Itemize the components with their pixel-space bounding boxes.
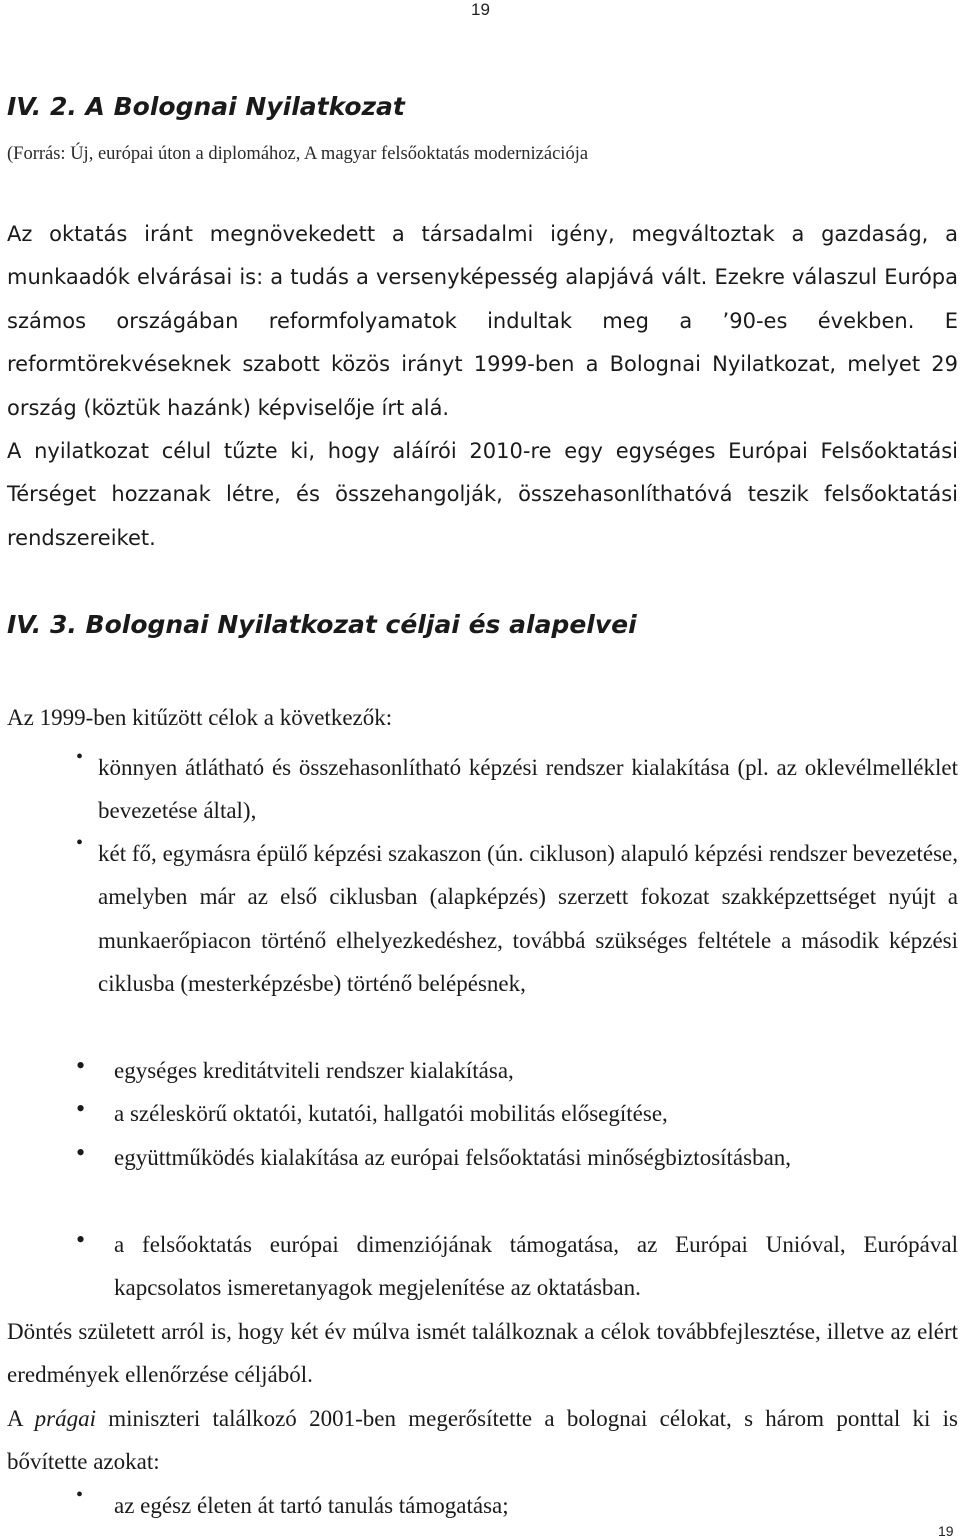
bullet-dot-icon: • (76, 1138, 86, 1167)
goal-bullet-text: a felsőoktatás európai dimenziójának támogatása, az Európai Unióval, Európával kapcsolatos ismeretanyagok megjelenítése az oktatásban. (114, 1232, 958, 1301)
bullet-dot-icon: • (76, 1484, 84, 1506)
goal-bullet-text: együttműködés kialakítása az európai felsőoktatási minőségbiztosításban, (114, 1145, 792, 1170)
source-citation: (Forrás: Új, európai úton a diplomához, A magyar felsőoktatás modernizációja (7, 144, 589, 164)
bullet-dot-icon: • (76, 1225, 86, 1254)
goal-bullet-text: két fő, egymásra épülő képzési szakaszon (ún. cikluson) alapuló képzési rendszer bevezetése, amelyben már az első ciklusban (alapképzés) szerzett fokozat szakképzettséget nyújt a munkaerőpiacon történő elhelyezkedéshez, továbbá szükséges feltétele a második képzési ciklusba (mesterképzésbe) történő belépésnek, (98, 841, 958, 997)
prague-text-start: A (7, 1406, 35, 1431)
paragraph-prague (7, 1397, 958, 1484)
bullet-dot-icon: • (76, 1094, 86, 1123)
goal-bullet-text: könnyen átlátható és összehasonlítható képzési rendszer kialakítása (pl. az oklevélmelléklet bevezetése által), (98, 755, 958, 823)
bullet-dot-icon: • (76, 1051, 86, 1080)
prague-italic-word: prágai (34, 1406, 96, 1431)
page-number-top: 19 (471, 0, 490, 19)
goals-intro: Az 1999-ben kitűzött célok a következők: (7, 705, 393, 730)
bullet-dot-icon: • (76, 746, 84, 768)
paragraph-declaration-aim: A nyilatkozat célul tűzte ki, hogy aláírói 2010-re egy egységes Európai Felsőoktatási Térséget hozzanak létre, és összehangolják, összehasonlíthatóvá teszik felsőoktatási rendszereiket. (7, 439, 958, 550)
goal-bullet-text: a széleskörű oktatói, kutatói, hallgatói mobilitás elősegítése, (114, 1101, 668, 1126)
prague-bullet-text: az egész életen át tartó tanulás támogatása; (114, 1493, 509, 1518)
page-number-bottom: 19 (938, 1523, 954, 1539)
goal-bullet-text: egységes kreditátviteli rendszer kialakítása, (114, 1058, 514, 1083)
section-heading-iv-3: IV. 3. Bolognai Nyilatkozat céljai és alapelvei (7, 610, 637, 639)
paragraph-intro: Az oktatás iránt megnövekedett a társadalmi igény, megváltoztak a gazdaság, a munkaadók elvárásai is: a tudás a versenyképesség alapjává vált. Ezekre válaszul Európa számos országában reformfolyamatok indultak meg a ’90-es években. E reformtörekvéseknek szabott közös irányt 1999-ben a Bolognai Nyilatkozat, melyet 29 ország (köztük hazánk) képviselője írt alá. (7, 222, 958, 420)
section-heading-iv-2: IV. 2. A Bolognai Nyilatkozat (7, 92, 405, 121)
paragraph-decision: Döntés született arról is, hogy két év múlva ismét találkoznak a célok továbbfejlesztése, illetve az elért eredmények ellenőrzése céljából. (7, 1319, 958, 1388)
prague-text-end: miniszteri találkozó 2001-ben megerősítette a bolognai célokat, s három ponttal ki is bővítette azokat: (7, 1406, 958, 1475)
bullet-dot-icon: • (76, 832, 84, 854)
